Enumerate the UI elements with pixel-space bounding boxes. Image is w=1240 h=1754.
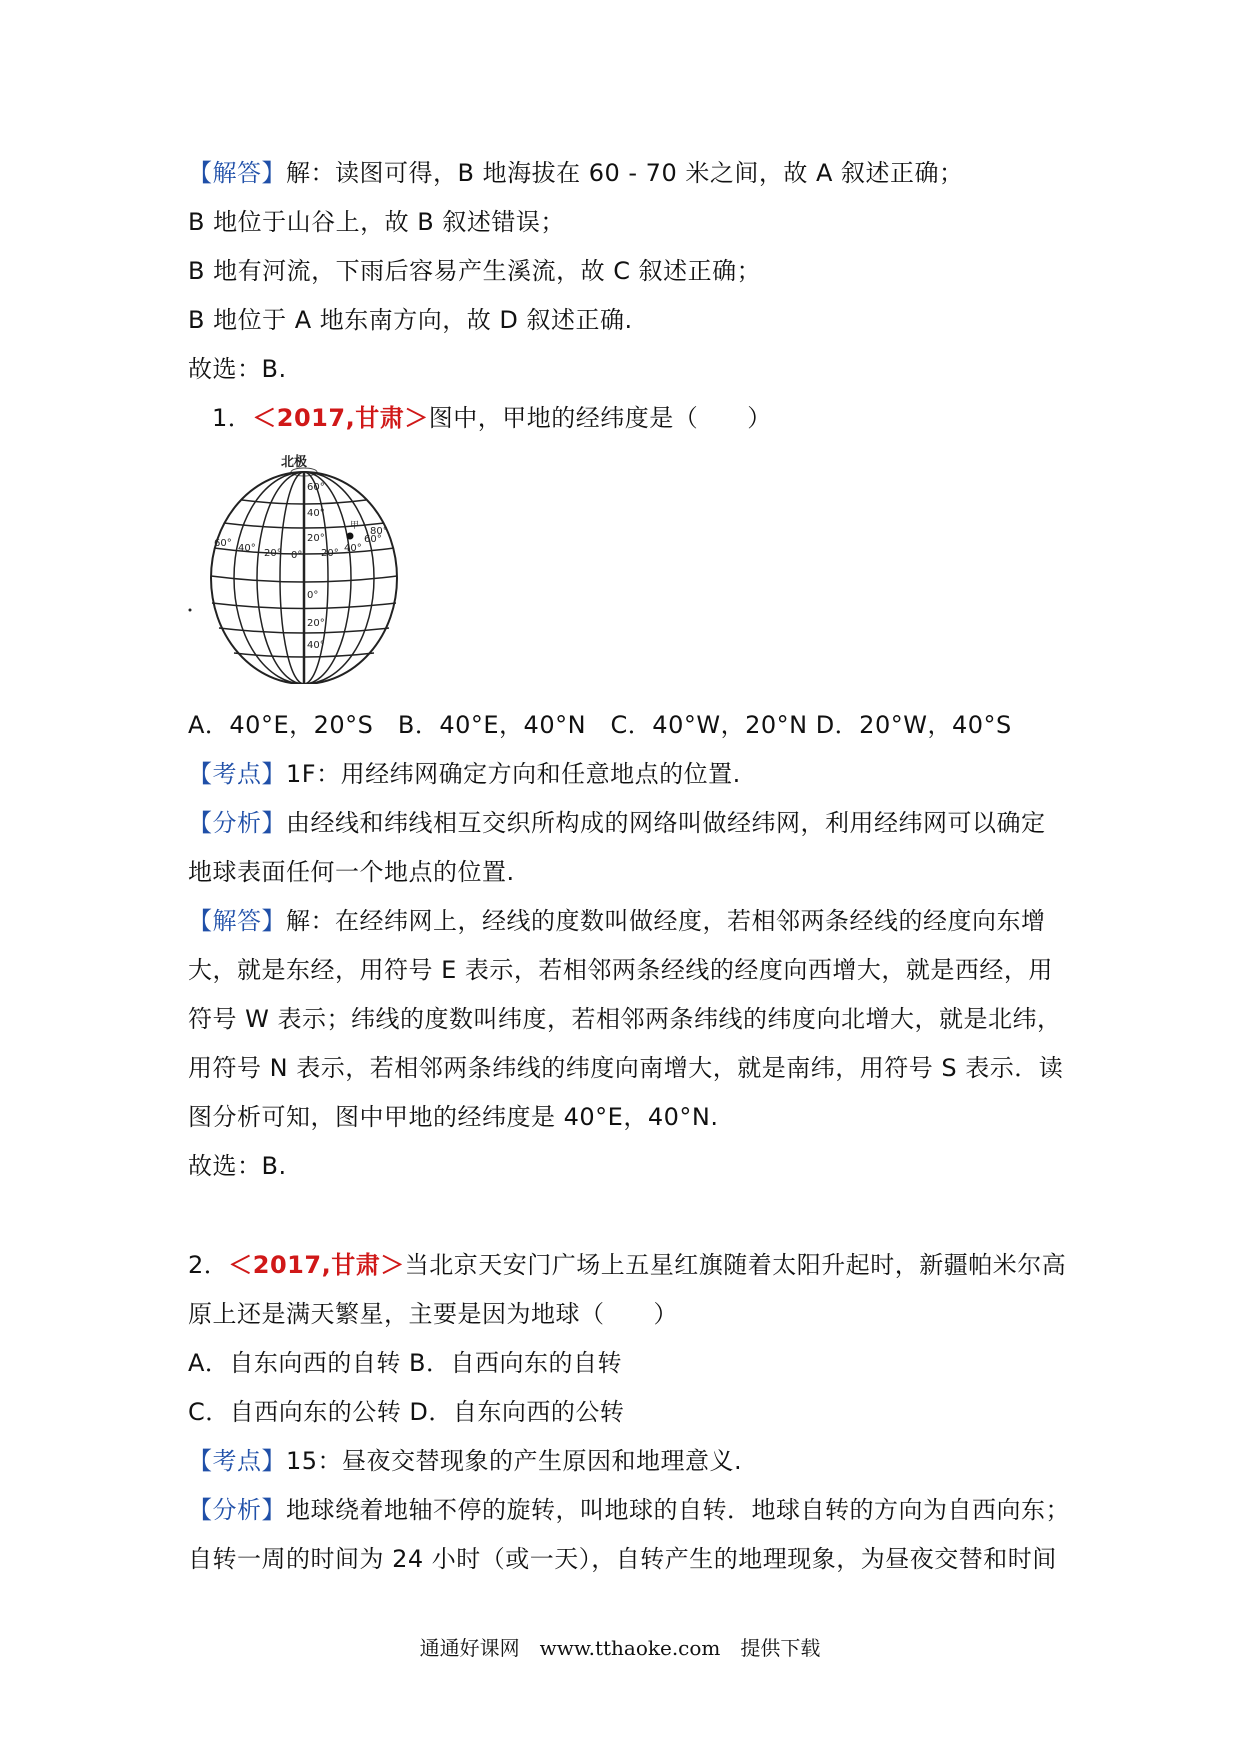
location-label: 甲 bbox=[350, 521, 360, 531]
q2-number: 2． bbox=[188, 1251, 229, 1279]
q1-choice: 故选：B. bbox=[188, 1152, 287, 1180]
prev-answer-choice: 故选：B. bbox=[188, 355, 287, 383]
q1-analysis-line2: 地球表面任何一个地点的位置. bbox=[188, 858, 515, 886]
globe-figure bbox=[186, 448, 406, 684]
analysis-text: 地球绕着地轴不停的旋转，叫地球的自转．地球自转的方向为自西向东； bbox=[286, 1496, 1070, 1524]
q1-answer-line3: 符号 W 表示；纬线的度数叫纬度，若相邻两条纬线的纬度向北增大，就是北纬， bbox=[188, 1005, 1062, 1033]
lat-label: 60° bbox=[307, 482, 325, 493]
q1-stem: 图中，甲地的经纬度是（ ） bbox=[428, 404, 772, 432]
q2-options-line1: A．自东向西的自转 B．自西向东的自转 bbox=[188, 1349, 623, 1377]
q1-analysis-line1 bbox=[188, 808, 1046, 838]
answer-tag: 【解答】 bbox=[188, 159, 286, 187]
answer-tag: 【解答】 bbox=[188, 907, 286, 935]
q2-source: ＜2017,甘肃＞ bbox=[228, 1251, 405, 1279]
q1-answer-line4: 用符号 N 表示，若相邻两条纬线的纬度向南增大，就是南纬，用符号 S 表示．读 bbox=[188, 1054, 1064, 1082]
prev-answer-line1 bbox=[188, 158, 964, 188]
page-footer: 通通好课网 www.tthaoke.com 提供下载 bbox=[419, 1636, 821, 1660]
q1-answer-line5: 图分析可知，图中甲地的经纬度是 40°E，40°N. bbox=[188, 1103, 719, 1131]
q1-answer-line1 bbox=[188, 906, 1046, 936]
analysis-text: 由经线和纬线相互交织所构成的网络叫做经纬网，利用经纬网可以确定 bbox=[286, 809, 1046, 837]
point-text: 15：昼夜交替现象的产生原因和地理意义. bbox=[286, 1447, 743, 1475]
lon-label: 60° bbox=[364, 534, 382, 545]
q1-options: A．40°E，20°S B．40°E，40°N C．40°W，20°N D．20°W，40°S bbox=[188, 711, 1012, 739]
lat-label: 20° bbox=[307, 533, 325, 544]
q2-stem-line2: 原上还是满天繁星，主要是因为地球（ ） bbox=[188, 1300, 678, 1328]
q2-analysis-line2: 自转一周的时间为 24 小时（或一天），自转产生的地理现象，为昼夜交替和时间 bbox=[188, 1545, 1057, 1573]
answer-text: 解：在经纬网上，经线的度数叫做经度，若相邻两条经线的经度向东增 bbox=[286, 907, 1046, 935]
lon-label: 0° bbox=[291, 550, 303, 561]
q2-options-line2: C．自西向东的公转 D．自东向西的公转 bbox=[188, 1398, 625, 1426]
q1-source: ＜2017,甘肃＞ bbox=[252, 404, 429, 432]
lon-label: 40° bbox=[238, 543, 256, 554]
lat-label: 80° bbox=[370, 526, 388, 537]
point-tag: 【考点】 bbox=[188, 1447, 286, 1475]
lon-label: 20° bbox=[321, 548, 339, 559]
analysis-tag: 【分析】 bbox=[188, 1496, 286, 1524]
prev-answer-line4: B 地位于 A 地东南方向，故 D 叙述正确. bbox=[188, 306, 633, 334]
q2-stem: 当北京天安门广场上五星红旗随着太阳升起时，新疆帕米尔高 bbox=[404, 1251, 1067, 1279]
q2-point-line bbox=[188, 1446, 742, 1476]
q1-stem-line bbox=[212, 403, 772, 433]
q1-number: 1． bbox=[212, 404, 253, 432]
q1-answer-line2: 大，就是东经，用符号 E 表示，若相邻两条经线的经度向西增大，就是西经，用 bbox=[188, 956, 1053, 984]
q2-stem-line1 bbox=[188, 1250, 1066, 1280]
lon-label: 40° bbox=[344, 543, 362, 554]
lon-label: 20° bbox=[264, 548, 282, 559]
lat-label: 40° bbox=[307, 640, 325, 651]
lon-label: 60° bbox=[214, 538, 232, 549]
stray-dot bbox=[189, 609, 192, 612]
north-pole-label: 北极 bbox=[280, 455, 308, 470]
location-marker bbox=[347, 533, 354, 540]
prev-answer-line3: B 地有河流，下雨后容易产生溪流，故 C 叙述正确； bbox=[188, 257, 762, 285]
q1-point-line bbox=[188, 759, 741, 789]
analysis-tag: 【分析】 bbox=[188, 809, 286, 837]
prev-answer-line2: B 地位于山谷上，故 B 叙述错误； bbox=[188, 208, 565, 236]
q2-analysis-line1 bbox=[188, 1495, 1070, 1525]
point-tag: 【考点】 bbox=[188, 760, 286, 788]
lat-label: 0° bbox=[307, 590, 319, 601]
point-text: 1F：用经纬网确定方向和任意地点的位置. bbox=[286, 760, 741, 788]
lat-label: 20° bbox=[307, 618, 325, 629]
lat-label: 40° bbox=[307, 508, 325, 519]
answer-text: 解：读图可得，B 地海拔在 60 - 70 米之间，故 A 叙述正确； bbox=[286, 159, 964, 187]
